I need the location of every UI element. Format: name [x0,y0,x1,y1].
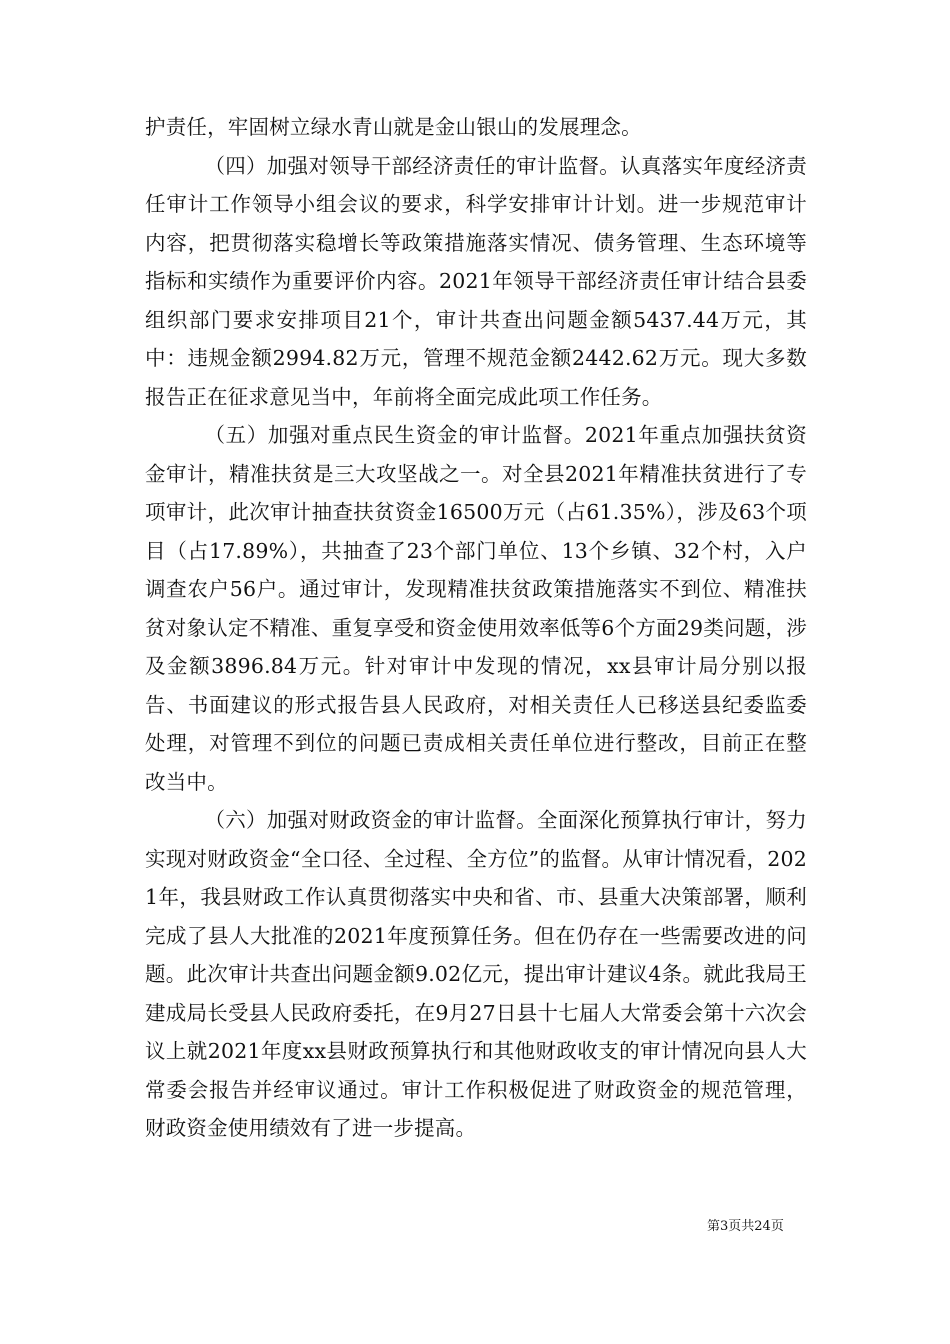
body-text [145,108,807,1148]
paragraph-continuation: 护责任，牢固树立绿水青山就是金山银山的发展理念。 [145,115,642,139]
paragraph-section-4: （四）加强对领导干部经济责任的审计监督。认真落实年度经济责任审计工作领导小组会议的要求，科学安排审计计划。进一步规范审计内容，把贯彻落实稳增长等政策措施落实情况、债务管理、生态环境等指标和实绩作为重要评价内容。2021年领导干部经济责任审计结合县委组织部门要求安排项目21个，审计共查出问题金额5437.44万元，其中：违规金额2994.82万元，管理不规范金额2442.62万元。现大多数报告正在征求意见当中，年前将全面完成此项工作任务。 [145,153,807,409]
paragraph-section-5: （五）加强对重点民生资金的审计监督。2021年重点加强扶贫资金审计，精准扶贫是三大攻坚战之一。对全县2021年精准扶贫进行了专项审计，此次审计抽查扶贫资金16500万元（占61.35%），涉及63个项目（占17.89%），共抽查了23个部门单位、13个乡镇、32个村，入户调查农户56户。通过审计，发现精准扶贫政策措施落实不到位、精准扶贫对象认定不精准、重复享受和资金使用效率低等6个方面29类问题，涉及金额3896.84万元。针对审计中发现的情况，xx县审计局分别以报告、书面建议的形式报告县人民政府，对相关责任人已移送县纪委监委处理，对管理不到位的问题已责成相关责任单位进行整改，目前正在整改当中。 [145,423,807,794]
page-number-footer: 第3页共24页 [707,1219,784,1234]
paragraph-section-6: （六）加强对财政资金的审计监督。全面深化预算执行审计，努力实现对财政资金“全口径、全过程、全方位”的监督。从审计情况看，2021年，我县财政工作认真贯彻落实中央和省、市、县重大决策部署，顺利完成了县人大批准的2021年度预算任务。但在仍存在一些需要改进的问题。此次审计共查出问题金额9.02亿元，提出审计建议4条。就此我局王建成局长受县人民政府委托，在9月27日县十七届人大常委会第十六次会议上就2021年度xx县财政预算执行和其他财政收支的审计情况向县人大常委会报告并经审议通过。审计工作积极促进了财政资金的规范管理，财政资金使用绩效有了进一步提高。 [145,808,807,1140]
